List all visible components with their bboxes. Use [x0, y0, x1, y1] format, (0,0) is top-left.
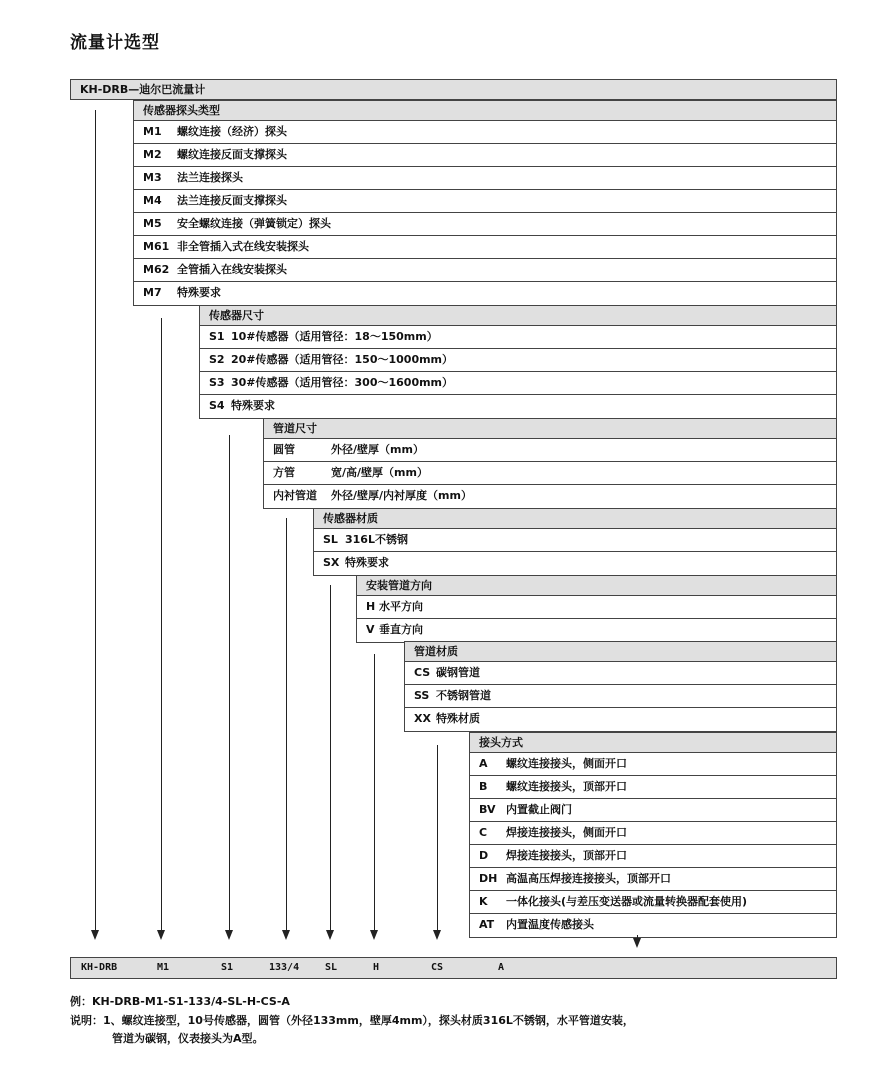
- sensor-material-table: [313, 529, 837, 576]
- table-row: [405, 685, 836, 708]
- option-text: 水平方向: [379, 600, 423, 613]
- connector-line: [437, 745, 438, 930]
- option-code: M3: [143, 171, 162, 184]
- option-text: 316L不锈钢: [345, 533, 408, 546]
- option-text: 螺纹连接接头，侧面开口: [506, 757, 627, 770]
- option-text: 螺纹连接接头，顶部开口: [506, 780, 627, 793]
- table-row: [134, 144, 836, 167]
- option-code: M5: [143, 217, 162, 230]
- example-text: 例：KH-DRB-M1-S1-133/4-SL-H-CS-A: [70, 995, 290, 1008]
- option-code: A: [479, 757, 488, 770]
- option-text: 焊接连接接头，侧面开口: [506, 826, 627, 839]
- option-code: K: [479, 895, 488, 908]
- arrow-down-icon: [91, 930, 99, 940]
- option-text: 内置截止阀门: [506, 803, 572, 816]
- arrow-down-icon: [225, 930, 233, 940]
- result-segment: S1: [221, 962, 234, 973]
- result-segment: KH-DRB: [81, 962, 118, 973]
- option-text: 非全管插入式在线安装探头: [177, 240, 309, 253]
- result-segment: H: [373, 962, 380, 973]
- arrow-down-icon: [633, 938, 641, 948]
- table-row: [134, 213, 836, 236]
- arrow-down-icon: [370, 930, 378, 940]
- option-text: 20#传感器（适用管径：150～1000mm）: [231, 353, 454, 366]
- option-text: 法兰连接探头: [177, 171, 243, 184]
- option-code: S1: [209, 330, 225, 343]
- pipe-material-header: 管道材质: [404, 641, 837, 662]
- option-code: XX: [414, 712, 431, 725]
- connector-line: [229, 435, 230, 930]
- model-header: KH-DRB—迪尔巴流量计: [70, 79, 837, 100]
- option-code: SS: [414, 689, 430, 702]
- option-text: 10#传感器（适用管径：18～150mm）: [231, 330, 438, 343]
- table-row: [314, 552, 836, 575]
- table-row: [470, 822, 836, 845]
- option-text: 螺纹连接（经济）探头: [177, 125, 287, 138]
- option-code: M7: [143, 286, 162, 299]
- option-text: 特殊要求: [345, 556, 389, 569]
- option-code: 方管: [273, 466, 295, 479]
- probe-type-table: [133, 121, 837, 306]
- connection-type-table: [469, 753, 837, 938]
- model-code-result: [70, 957, 837, 979]
- option-code: H: [366, 600, 376, 613]
- option-code: M62: [143, 263, 170, 276]
- table-row: [200, 372, 836, 395]
- option-text: 不锈钢管道: [436, 689, 491, 702]
- option-code: C: [479, 826, 488, 839]
- table-row: [470, 868, 836, 891]
- option-text: 特殊要求: [177, 286, 221, 299]
- result-segment: 133/4: [269, 962, 300, 973]
- explanation-line-2: 管道为碳钢，仪表接头为A型。: [112, 1032, 264, 1045]
- option-code: AT: [479, 918, 495, 931]
- option-text: 螺纹连接反面支撑探头: [177, 148, 287, 161]
- option-text: 内置温度传感接头: [506, 918, 594, 931]
- table-row: [264, 462, 836, 485]
- table-row: [264, 485, 836, 508]
- option-text: 法兰连接反面支撑探头: [177, 194, 287, 207]
- option-text: 宽/高/壁厚（mm）: [331, 466, 428, 479]
- option-code: B: [479, 780, 488, 793]
- pipe-size-header: 管道尺寸: [263, 418, 837, 439]
- option-code: S2: [209, 353, 225, 366]
- table-row: [134, 167, 836, 190]
- option-code: S3: [209, 376, 225, 389]
- table-row: [200, 326, 836, 349]
- option-code: 圆管: [273, 443, 295, 456]
- result-segment: A: [498, 962, 505, 973]
- sensor-size-table: [199, 326, 837, 419]
- sensor-material-header: 传感器材质: [313, 508, 837, 529]
- option-code: M1: [143, 125, 162, 138]
- table-row: [200, 349, 836, 372]
- option-code: M4: [143, 194, 162, 207]
- arrow-down-icon: [282, 930, 290, 940]
- option-text: 焊接连接接头，顶部开口: [506, 849, 627, 862]
- option-code: SL: [323, 533, 338, 546]
- probe-type-header: 传感器探头类型: [133, 100, 837, 121]
- table-row: [470, 891, 836, 914]
- table-row: [314, 529, 836, 552]
- option-text: 碳钢管道: [436, 666, 480, 679]
- option-code: M61: [143, 240, 170, 253]
- pipe-size-table: [263, 439, 837, 509]
- option-text: 外径/壁厚（mm）: [331, 443, 424, 456]
- option-code: V: [366, 623, 375, 636]
- sensor-size-header: 传感器尺寸: [199, 305, 837, 326]
- option-code: CS: [414, 666, 431, 679]
- arrow-down-icon: [433, 930, 441, 940]
- table-row: [357, 596, 836, 619]
- connector-line: [330, 585, 331, 930]
- option-code: M2: [143, 148, 162, 161]
- table-row: [357, 619, 836, 642]
- page-title: 流量计选型: [70, 33, 160, 53]
- table-row: [470, 753, 836, 776]
- result-segment: M1: [157, 962, 170, 973]
- option-text: 一体化接头(与差压变送器或流量转换器配套使用): [506, 895, 748, 908]
- table-row: [470, 776, 836, 799]
- result-segment: CS: [431, 962, 444, 973]
- install-direction-table: [356, 596, 837, 643]
- option-text: 30#传感器（适用管径：300～1600mm）: [231, 376, 454, 389]
- option-code: SX: [323, 556, 340, 569]
- table-row: [264, 439, 836, 462]
- connector-line: [161, 318, 162, 930]
- arrow-down-icon: [326, 930, 334, 940]
- option-text: 特殊要求: [231, 399, 275, 412]
- option-code: D: [479, 849, 489, 862]
- option-text: 特殊材质: [436, 712, 480, 725]
- table-row: [405, 662, 836, 685]
- install-direction-header: 安装管道方向: [356, 575, 837, 596]
- option-code: S4: [209, 399, 225, 412]
- option-text: 全管插入在线安装探头: [177, 263, 287, 276]
- arrow-down-icon: [157, 930, 165, 940]
- table-row: [200, 395, 836, 418]
- option-code: DH: [479, 872, 498, 885]
- table-row: [134, 190, 836, 213]
- table-row: [470, 799, 836, 822]
- table-row: [470, 914, 836, 937]
- connector-line: [374, 654, 375, 930]
- option-code: 内衬管道: [273, 489, 317, 502]
- option-text: 高温高压焊接连接接头，顶部开口: [506, 872, 671, 885]
- table-row: [134, 259, 836, 282]
- connection-type-header: 接头方式: [469, 732, 837, 753]
- result-segment: SL: [325, 962, 338, 973]
- pipe-material-table: [404, 662, 837, 732]
- table-row: [405, 708, 836, 731]
- option-text: 安全螺纹连接（弹簧锁定）探头: [177, 217, 331, 230]
- table-row: [134, 236, 836, 259]
- connector-line: [286, 518, 287, 930]
- table-row: [134, 121, 836, 144]
- option-text: 外径/壁厚/内衬厚度（mm）: [331, 489, 472, 502]
- connector-line: [95, 110, 96, 930]
- table-row: [134, 282, 836, 305]
- option-code: BV: [479, 803, 496, 816]
- option-text: 垂直方向: [379, 623, 423, 636]
- explanation-line-1: 说明：1、螺纹连接型，10号传感器，圆管（外径133mm，壁厚4mm），探头材质316L不锈钢，水平管道安装，: [70, 1014, 634, 1027]
- table-row: [470, 845, 836, 868]
